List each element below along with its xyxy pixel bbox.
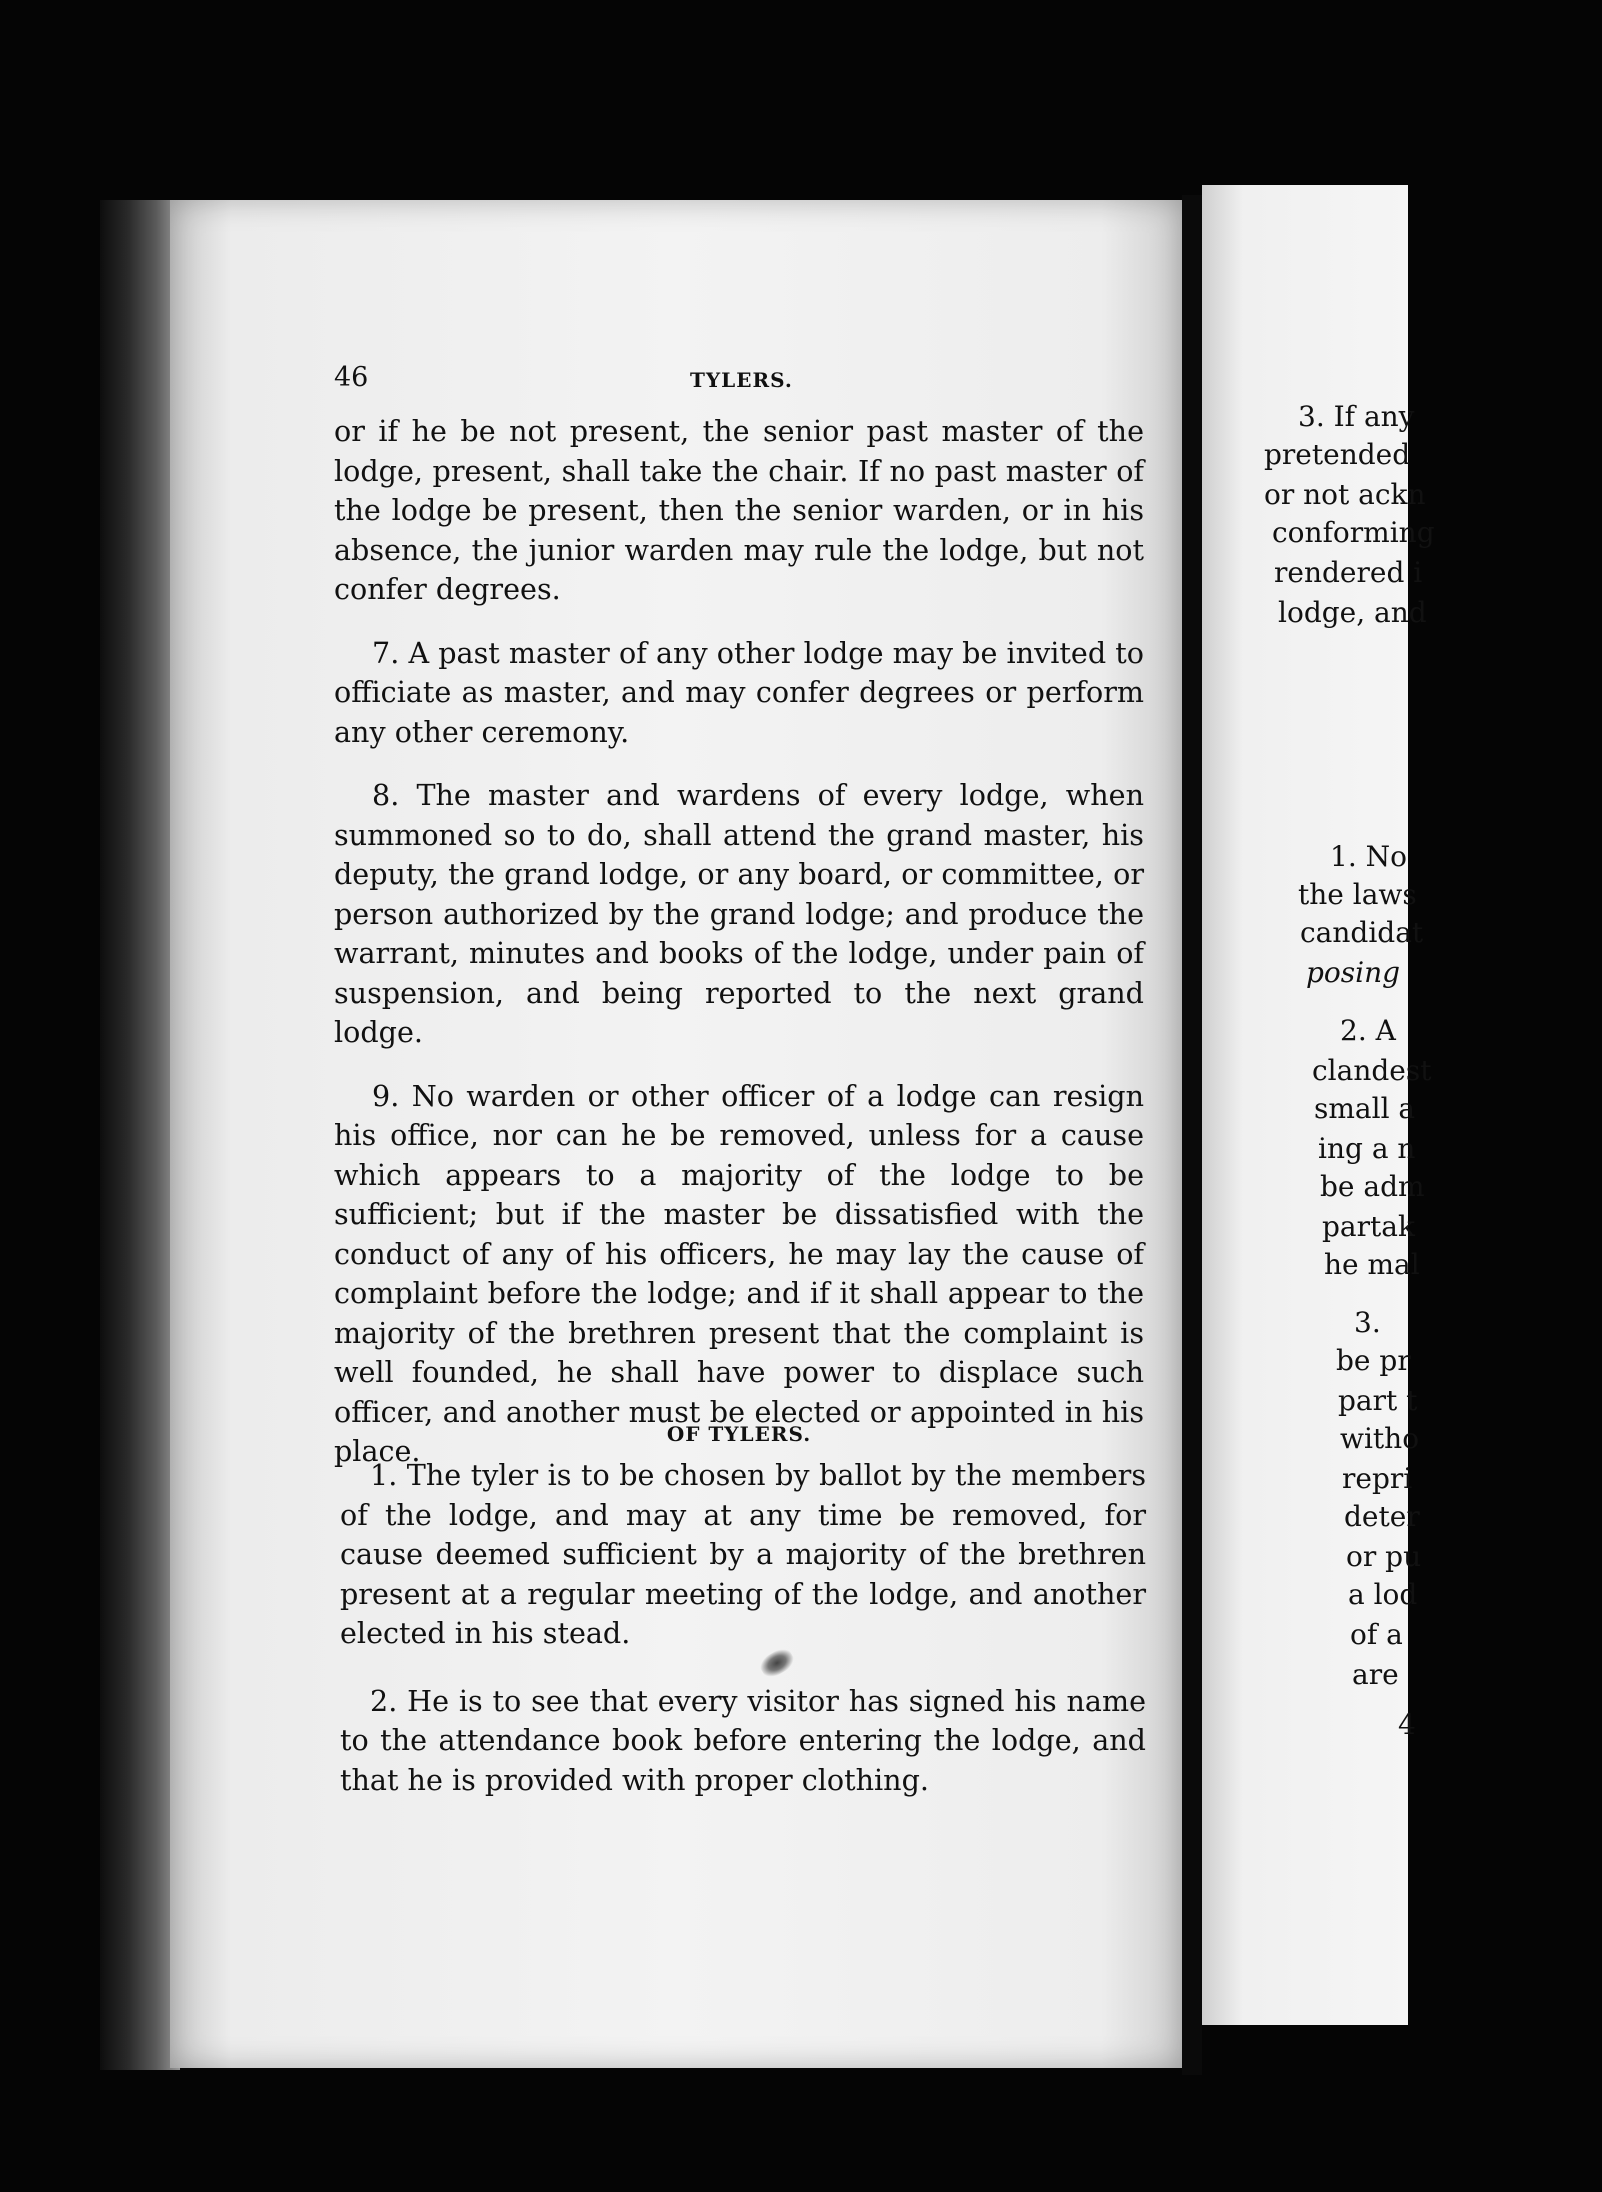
right-line: or not ackn: [1264, 478, 1426, 511]
right-line: deter: [1344, 1500, 1420, 1533]
right-line: or pu: [1346, 1540, 1422, 1573]
paragraph: 2. He is to see that every visitor has signed his name to the attendance book before entering the lodge, and that he is provided with proper clothing.: [340, 1683, 1146, 1797]
paragraph: 8. The master and wardens of every lodge, when summoned so to do, shall attend the grand master, his deputy, the grand lodge, or any board, or committee, or person authorized by the grand lodge; and produce the warrant, minutes and books of the lodge, under pain of suspension, and being reported to the next grand lodge.: [334, 778, 1144, 1049]
right-page: [1202, 185, 1435, 2025]
right-line: rendered i: [1274, 556, 1423, 589]
right-line: small a: [1314, 1092, 1416, 1125]
right-line: clandest: [1312, 1054, 1432, 1087]
right-line: are: [1352, 1658, 1399, 1691]
body-text: [334, 412, 1144, 1496]
right-line: pretended: [1264, 438, 1411, 471]
right-line: candidat: [1300, 916, 1424, 949]
paragraph: 7. A past master of any other lodge may be invited to officiate as master, and may confer degrees or perform any other ceremony.: [334, 635, 1144, 749]
right-line: conforming: [1272, 516, 1435, 549]
right-line: be pr: [1336, 1344, 1411, 1377]
paragraph: or if he be not present, the senior past master of the lodge, present, shall take the chair. If no past master of the lodge be present, then the senior warden, or in his absence, the junior warden may rule the lodge, but not confer degrees.: [334, 414, 1144, 606]
paragraph: 1. The tyler is to be chosen by ballot by the members of the lodge, and may at any time be removed, for cause deemed sufficient by a majority of the brethren present at a regular meeting of the lodge, and another elected in his stead.: [340, 1458, 1146, 1650]
book-gutter: [1182, 195, 1202, 2075]
right-line: 2. A: [1340, 1014, 1396, 1047]
right-line: a lod: [1348, 1578, 1418, 1611]
right-line: 3. If any: [1298, 400, 1415, 433]
paragraph: 9. No warden or other officer of a lodge can resign his office, nor can he be removed, unless for a cause which appears to a majority of the lodge to be sufficient; but if the master be dissatisfied with the conduct of any of his officers, he may lay the cause of complaint before the lodge; and if it shall appear to the majority of the brethren present that the complaint is well founded, he shall have power to displace such officer, and another must be elected or appointed in his place.: [334, 1078, 1144, 1468]
right-line: 1. No: [1330, 840, 1407, 873]
right-line: of a: [1350, 1618, 1403, 1651]
section-text: [340, 1456, 1146, 1828]
right-line: ing a n: [1318, 1132, 1416, 1165]
running-head: TYLERS.: [690, 368, 793, 392]
right-line: the laws: [1298, 878, 1417, 911]
right-line: part t: [1338, 1384, 1418, 1417]
book-spine-edge: [100, 200, 180, 2070]
right-line: 3.: [1354, 1306, 1381, 1339]
right-line: repri: [1342, 1462, 1413, 1495]
right-line: posing: [1306, 956, 1401, 989]
page-number: 46: [334, 362, 369, 393]
right-line: 4: [1398, 1708, 1416, 1741]
right-line: witho: [1340, 1422, 1420, 1455]
right-line: be adm: [1320, 1170, 1425, 1203]
right-line: partak: [1322, 1210, 1415, 1243]
section-title: OF TYLERS.: [666, 1422, 812, 1446]
right-line: lodge, and: [1278, 596, 1427, 629]
page-header: [334, 362, 1154, 402]
right-line: he mal: [1324, 1248, 1420, 1281]
